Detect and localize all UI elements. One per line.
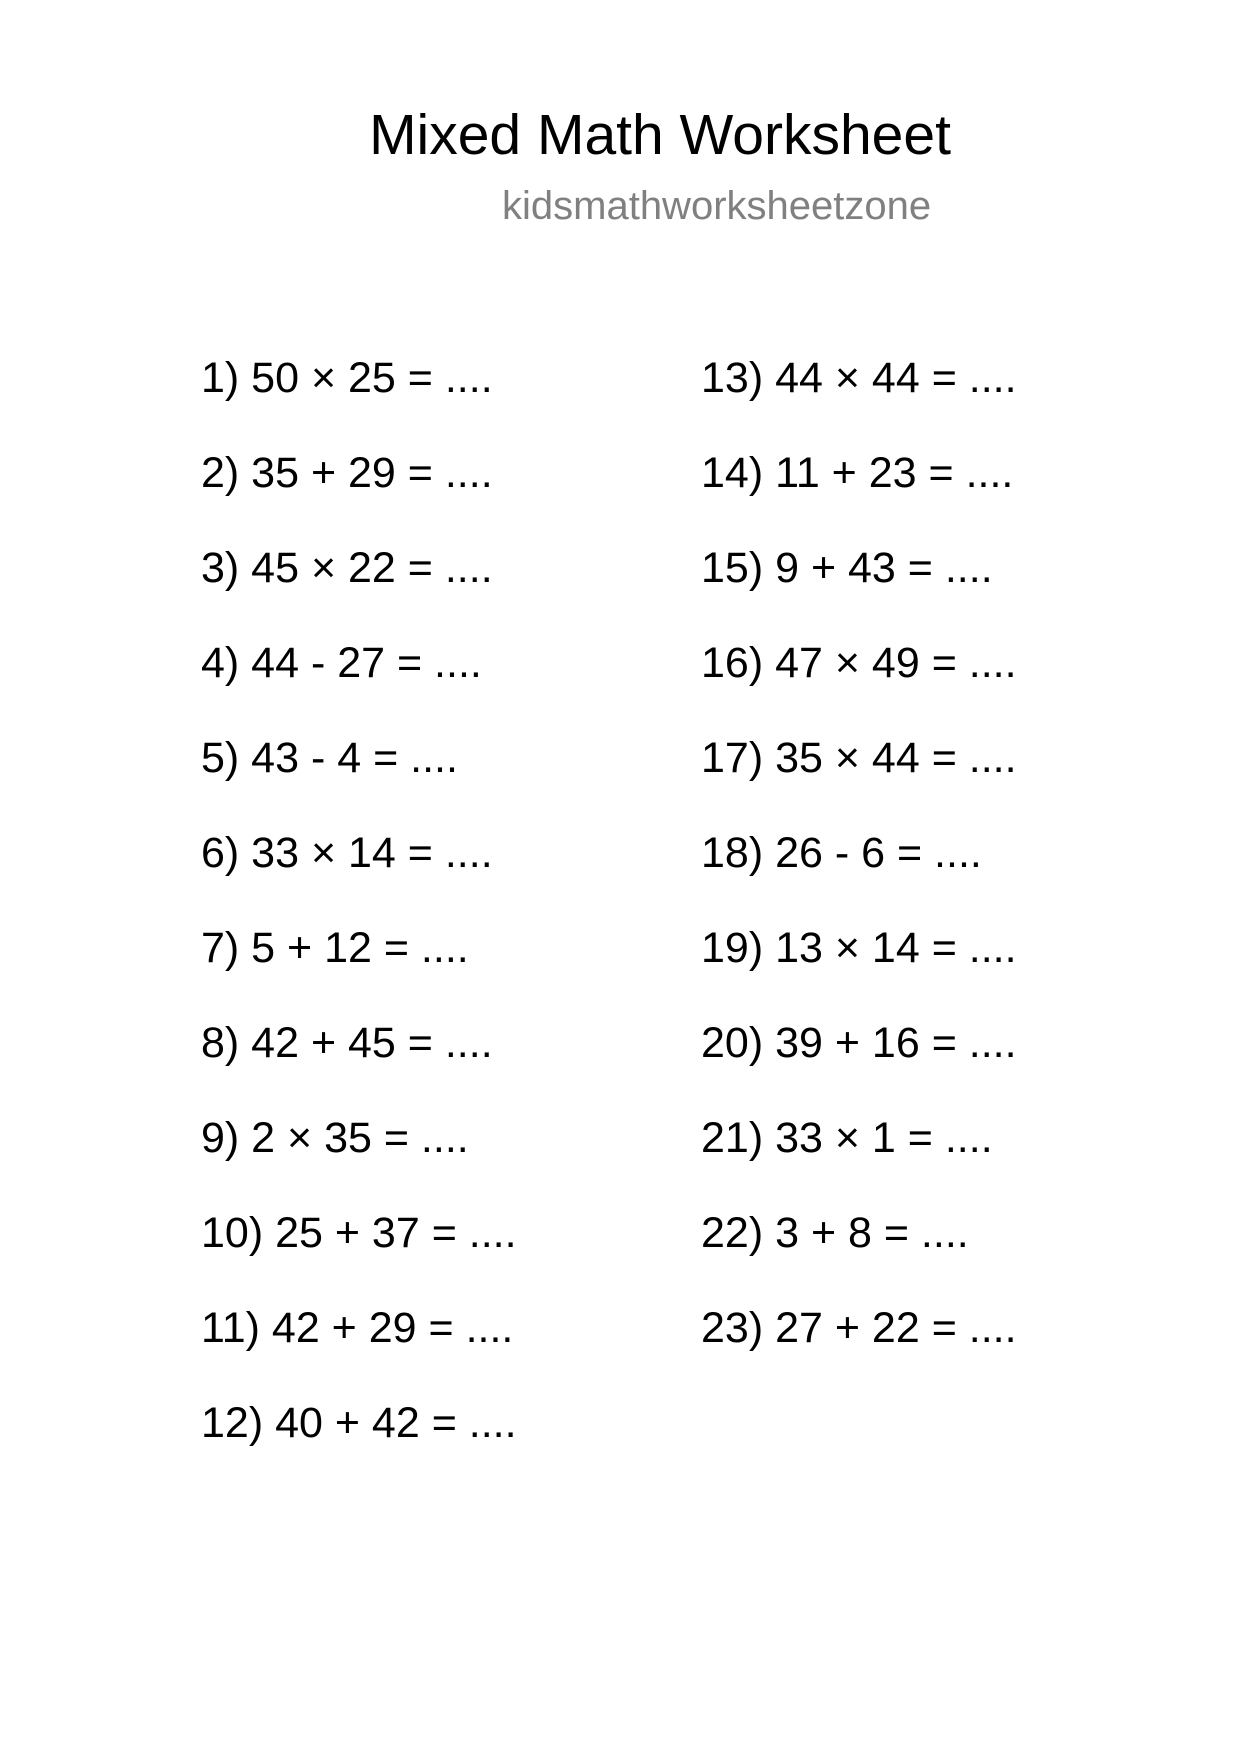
problem-23: 23) 27 + 22 = .... bbox=[701, 1304, 1017, 1352]
problem-1: 1) 50 × 25 = .... bbox=[201, 354, 493, 402]
problem-6: 6) 33 × 14 = .... bbox=[201, 829, 493, 877]
problem-14: 14) 11 + 23 = .... bbox=[701, 449, 1014, 497]
problem-18: 18) 26 - 6 = .... bbox=[701, 829, 982, 877]
problem-11: 11) 42 + 29 = .... bbox=[201, 1304, 514, 1352]
problem-list-left bbox=[201, 353, 517, 1493]
problem-2: 2) 35 + 29 = .... bbox=[201, 449, 493, 497]
problem-13: 13) 44 × 44 = .... bbox=[701, 354, 1017, 402]
problem-22: 22) 3 + 8 = .... bbox=[701, 1209, 969, 1257]
problem-3: 3) 45 × 22 = .... bbox=[201, 544, 493, 592]
problem-20: 20) 39 + 16 = .... bbox=[701, 1019, 1017, 1067]
problem-7: 7) 5 + 12 = .... bbox=[201, 924, 469, 972]
worksheet-subtitle: kidsmathworksheetzone bbox=[502, 184, 932, 228]
problem-21: 21) 33 × 1 = .... bbox=[701, 1114, 993, 1162]
problem-19: 19) 13 × 14 = .... bbox=[701, 924, 1017, 972]
problem-list-right bbox=[701, 353, 1017, 1398]
problem-12: 12) 40 + 42 = .... bbox=[201, 1399, 517, 1447]
problem-9: 9) 2 × 35 = .... bbox=[201, 1114, 469, 1162]
problem-5: 5) 43 - 4 = .... bbox=[201, 734, 458, 782]
problem-15: 15) 9 + 43 = .... bbox=[701, 544, 993, 592]
problem-10: 10) 25 + 37 = .... bbox=[201, 1209, 517, 1257]
problem-16: 16) 47 × 49 = .... bbox=[701, 639, 1017, 687]
worksheet-title: Mixed Math Worksheet bbox=[369, 103, 951, 167]
problem-4: 4) 44 - 27 = .... bbox=[201, 639, 482, 687]
problem-17: 17) 35 × 44 = .... bbox=[701, 734, 1017, 782]
problem-8: 8) 42 + 45 = .... bbox=[201, 1019, 493, 1067]
